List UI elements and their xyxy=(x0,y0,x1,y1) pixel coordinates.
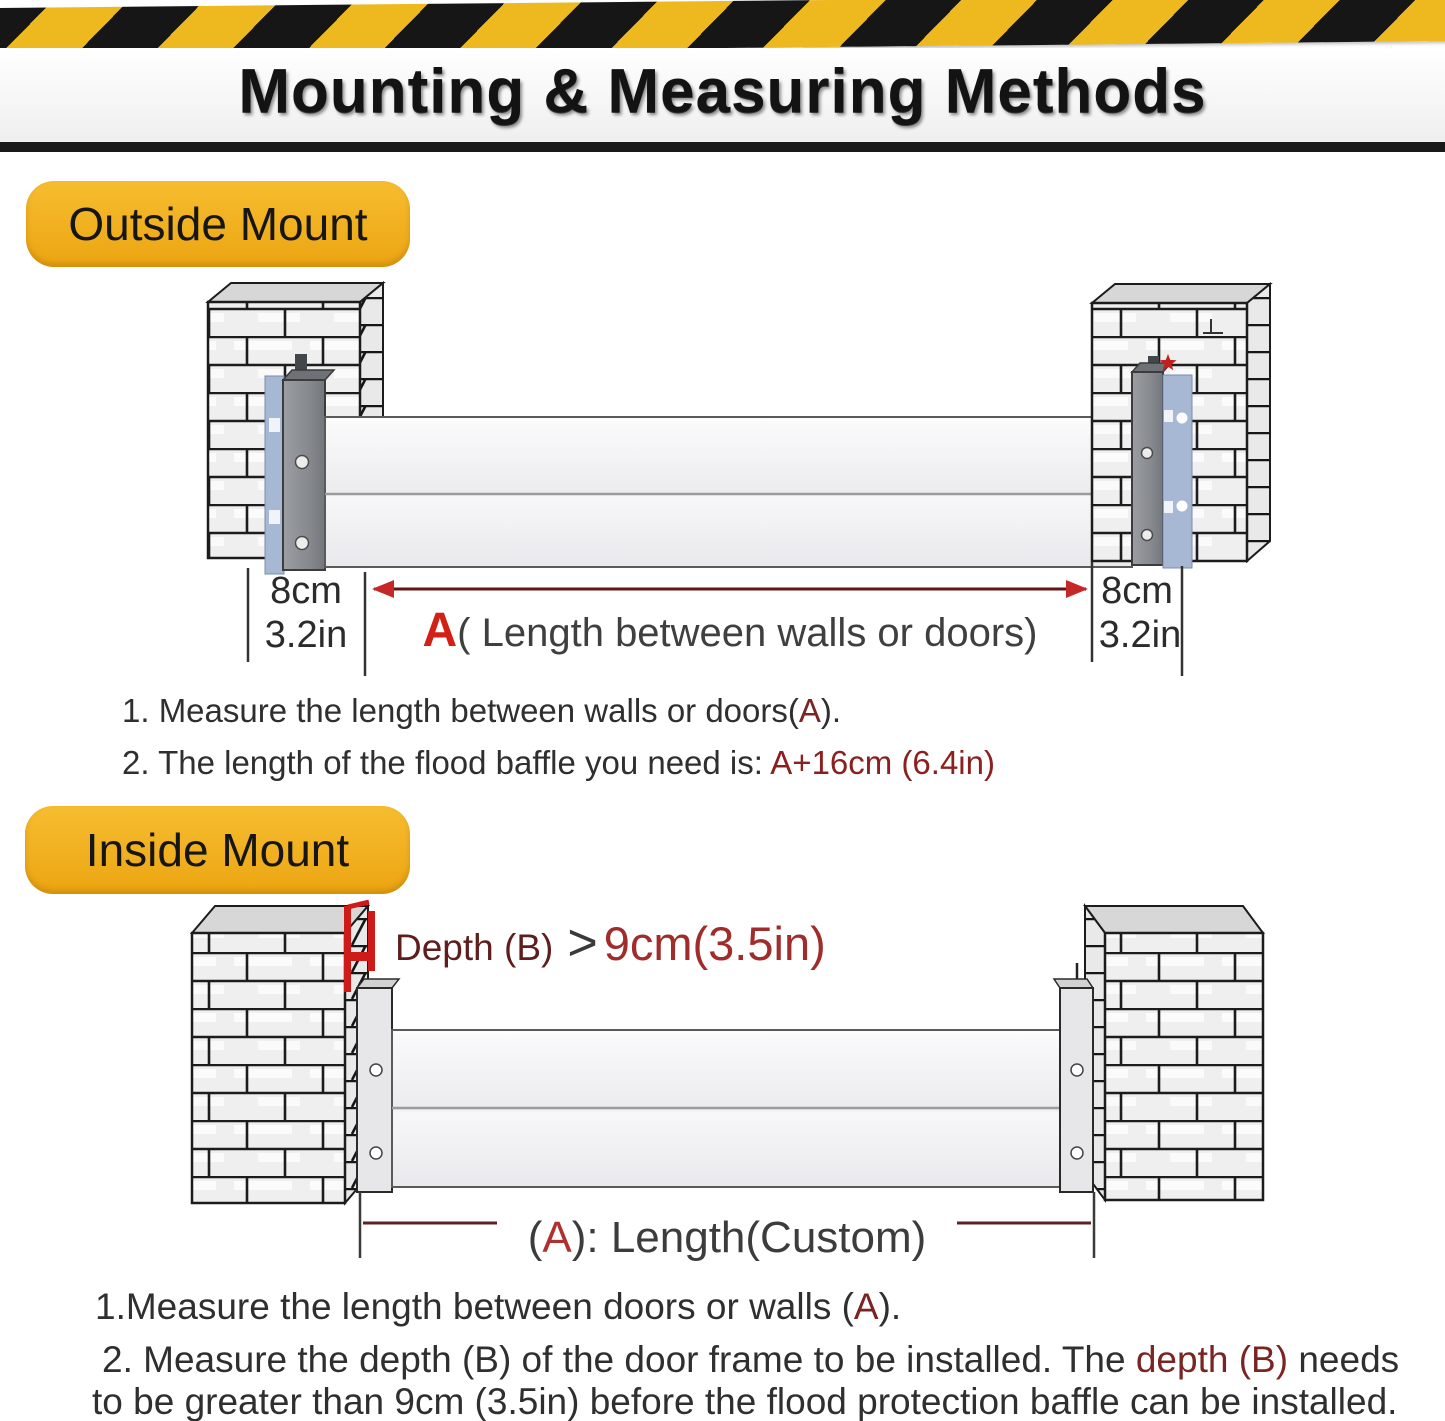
screw-icon xyxy=(1142,530,1153,541)
channel-body xyxy=(1060,988,1093,1192)
screw-icon xyxy=(296,456,309,469)
channel-top-bevel xyxy=(1054,979,1093,988)
step-highlight: depth (B) xyxy=(1135,1339,1289,1380)
pillar-top-face xyxy=(1092,284,1270,303)
inside-right-pillar xyxy=(1085,906,1263,1200)
screw-icon xyxy=(370,1064,382,1076)
pillar-top-face xyxy=(192,906,368,933)
arrow-head-left-icon xyxy=(372,580,394,598)
step-text: to be greater than 9cm (3.5in) before the flood protection baffle can be installed. xyxy=(92,1381,1398,1421)
depth-label xyxy=(395,914,826,972)
inside-left-pillar xyxy=(192,906,368,1203)
outside-step-2 xyxy=(122,744,995,782)
pillar-side-face xyxy=(1247,284,1270,561)
outside-step-1 xyxy=(122,692,841,730)
length-label-post: ): Length(Custom) xyxy=(571,1213,927,1262)
screw-icon xyxy=(1071,1147,1083,1159)
step-text: ). xyxy=(820,692,842,729)
step-highlight: A+16cm (6.4in) xyxy=(770,744,995,781)
greater-than-icon: > xyxy=(567,914,598,972)
step-text: 1. Measure the length between walls or doors( xyxy=(122,692,799,729)
outside-mount-label-text: Outside Mount xyxy=(68,198,368,250)
step-text: needs xyxy=(1288,1339,1400,1380)
channel-top-bevel xyxy=(283,370,334,380)
inside-step-1 xyxy=(95,1286,901,1328)
step-highlight: A xyxy=(798,692,821,729)
hazard-banner xyxy=(0,0,1445,160)
length-label-symbol: A xyxy=(542,1213,572,1262)
inside-flood-baffle xyxy=(392,1030,1060,1187)
screw-icon xyxy=(1142,448,1153,459)
page-title: Mounting & Measuring Methods xyxy=(238,57,1207,126)
channel-body xyxy=(357,988,392,1192)
inside-measurement xyxy=(360,1192,1094,1262)
inside-mount-label xyxy=(25,806,410,894)
outside-right-seal-strip xyxy=(1163,375,1192,568)
inside-mount-label-text: Inside Mount xyxy=(85,824,350,876)
hazard-stripes-icon xyxy=(0,0,1445,55)
outside-mount-label xyxy=(26,181,410,267)
pillar-top-face xyxy=(208,283,383,302)
pillar-front-face xyxy=(1105,933,1263,1200)
inside-step-2-line-2 xyxy=(92,1381,1397,1421)
depth-label-value: 9cm(3.5in) xyxy=(603,917,826,970)
arrow-head-right-icon xyxy=(1066,580,1088,598)
step-text: 1.Measure the length between doors or walls ( xyxy=(95,1286,854,1327)
length-label-pre: ( xyxy=(527,1213,543,1262)
length-label xyxy=(528,1213,927,1262)
inside-step-2-line-1 xyxy=(102,1339,1399,1381)
screw-icon xyxy=(296,537,309,550)
outside-measurement xyxy=(248,562,1182,676)
pillar-top-face xyxy=(1085,906,1263,933)
outside-flood-baffle xyxy=(325,417,1132,567)
step-text: ). xyxy=(878,1286,902,1327)
left-offset-in: 3.2in xyxy=(264,614,348,656)
step-highlight: A xyxy=(853,1286,879,1327)
step-text: 2. Measure the depth (B) of the door frame to be installed. The xyxy=(102,1339,1136,1380)
span-label xyxy=(423,604,1038,657)
step-text: 2. The length of the flood baffle you need is: xyxy=(122,744,771,781)
inside-mount-diagram xyxy=(0,895,1445,1270)
outside-mount-diagram xyxy=(0,262,1445,677)
right-offset-cm: 8cm xyxy=(1101,570,1173,612)
pillar-front-face xyxy=(192,933,345,1203)
depth-label-prefix: Depth (B) xyxy=(395,927,554,968)
banner-divider xyxy=(0,142,1445,152)
channel-top-bevel xyxy=(357,979,399,988)
span-label-text: ( Length between walls or doors) xyxy=(457,611,1038,655)
screw-icon xyxy=(1071,1064,1083,1076)
outside-left-seal-strip xyxy=(265,376,284,574)
left-offset-cm: 8cm xyxy=(270,570,342,612)
inside-right-channel xyxy=(1054,963,1093,1192)
screw-icon xyxy=(370,1147,382,1159)
right-offset-in: 3.2in xyxy=(1098,614,1182,656)
span-label-symbol: A xyxy=(422,604,458,657)
